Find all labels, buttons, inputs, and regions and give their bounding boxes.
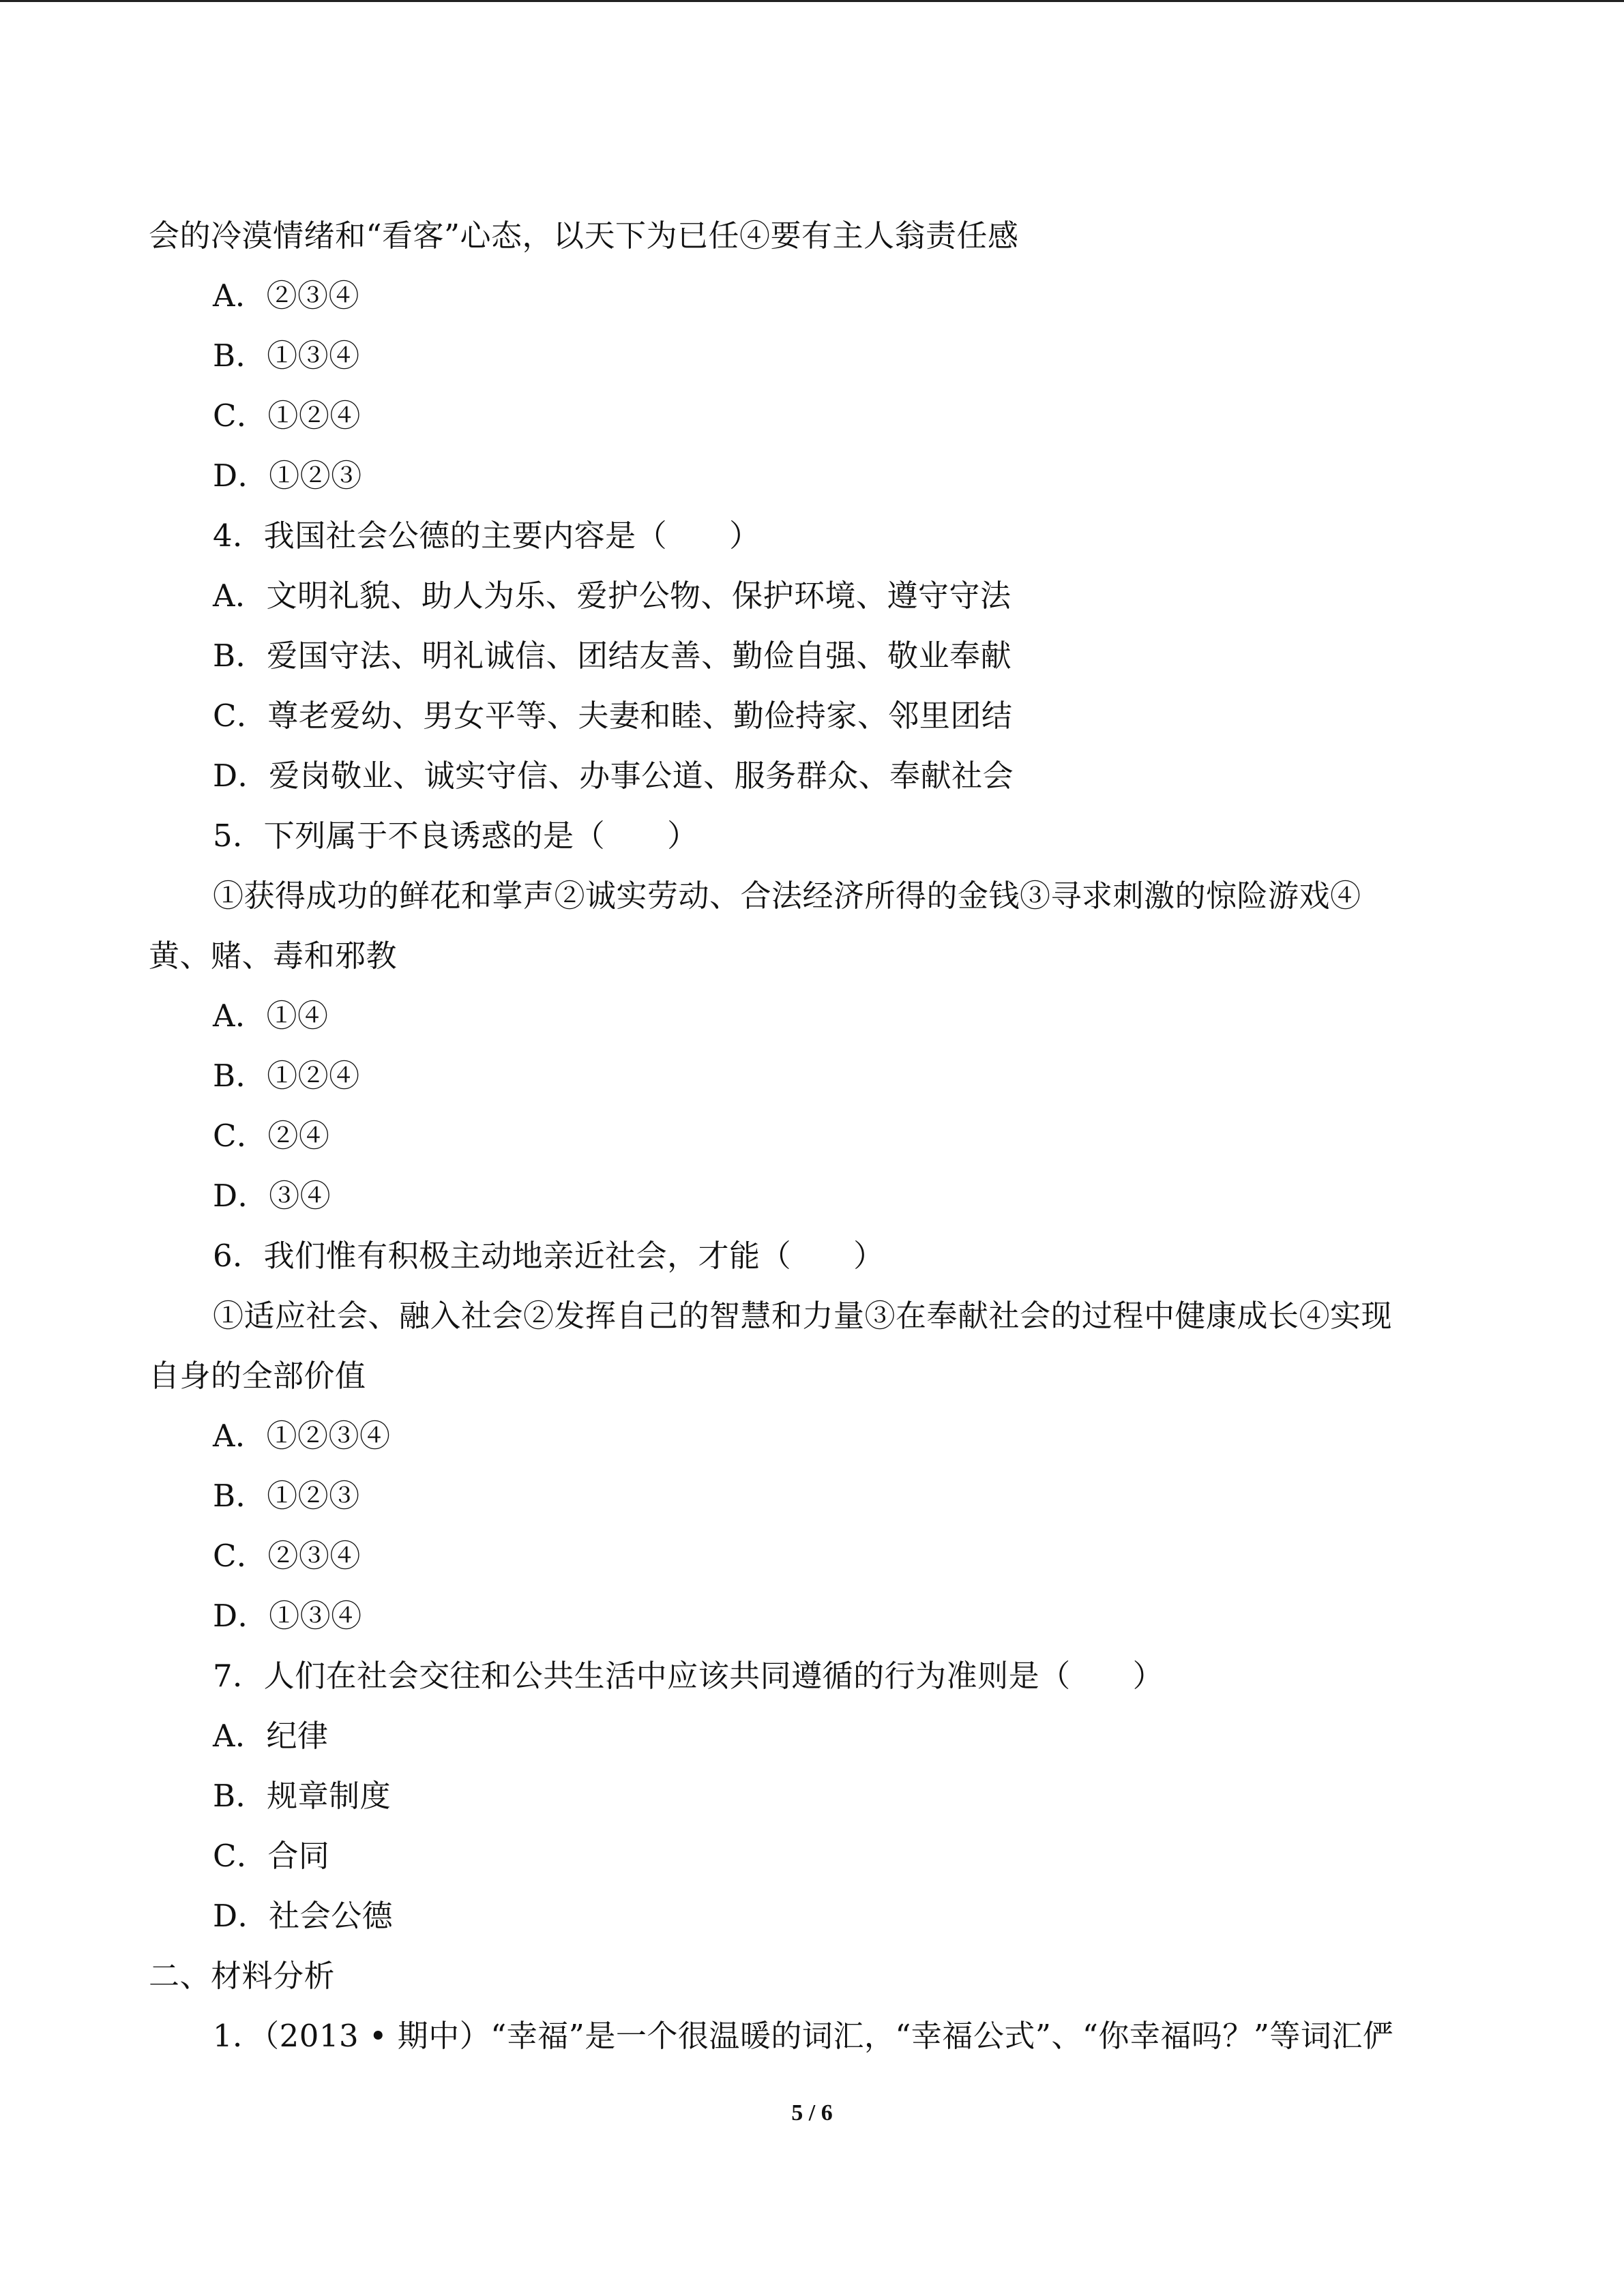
option-line: C．②④ xyxy=(213,1118,330,1154)
option-line: D．爱岗敬业、诚实守信、办事公道、服务群众、奉献社会 xyxy=(213,758,1014,794)
option-line: B．①③④ xyxy=(213,338,360,374)
option-line: A．文明礼貌、助人为乐、爱护公物、保护环境、遵守守法 xyxy=(213,578,1012,614)
option-line: B．爱国守法、明礼诚信、团结友善、勤俭自强、敬业奉献 xyxy=(213,638,1012,674)
option-line: D．①③④ xyxy=(213,1598,362,1634)
option-line: C．②③④ xyxy=(213,1538,361,1574)
option-line: D．③④ xyxy=(213,1178,331,1214)
question-line: 1．（2013 • 期中）“幸福”是一个很温暖的词汇，“幸福公式”、“你幸福吗？”等词汇俨 xyxy=(213,2018,1394,2054)
option-line: C．尊老爱幼、男女平等、夫妻和睦、勤俭持家、邻里团结 xyxy=(213,698,1013,734)
question-line: 6．我们惟有积极主动地亲近社会，才能（ ） xyxy=(213,1238,885,1274)
option-line: A．②③④ xyxy=(213,278,359,314)
question-line: 4．我国社会公德的主要内容是（ ） xyxy=(213,518,761,554)
option-line: D．社会公德 xyxy=(213,1898,394,1934)
option-line: A．①②③④ xyxy=(213,1418,391,1454)
option-line: C．①②④ xyxy=(213,398,361,434)
option-line: B．①②④ xyxy=(213,1058,360,1094)
option-line: A．纪律 xyxy=(213,1718,329,1754)
page-number: 5 / 6 xyxy=(791,2100,833,2126)
text-line: 会的冷漠情绪和“看客”心态，以天下为已任④要有主人翁责任感 xyxy=(149,218,1019,254)
text-line: ①适应社会、融入社会②发挥自己的智慧和力量③在奉献社会的过程中健康成长④实现 xyxy=(213,1298,1393,1334)
question-line: 5．下列属于不良诱惑的是（ ） xyxy=(213,818,698,854)
option-line: D．①②③ xyxy=(213,458,362,494)
option-line: B．规章制度 xyxy=(213,1778,392,1814)
question-line: 7．人们在社会交往和公共生活中应该共同遵循的行为准则是（ ） xyxy=(213,1658,1164,1694)
text-line: 自身的全部价值 xyxy=(149,1358,366,1394)
option-line: C．合同 xyxy=(213,1838,330,1874)
option-line: B．①②③ xyxy=(213,1478,360,1514)
section-heading: 二、材料分析 xyxy=(149,1958,336,1994)
text-line: 黄、赌、毒和邪教 xyxy=(149,938,398,974)
text-line: ①获得成功的鲜花和掌声②诚实劳动、合法经济所得的金钱③寻求刺激的惊险游戏④ xyxy=(213,878,1361,914)
option-line: A．①④ xyxy=(213,998,329,1034)
